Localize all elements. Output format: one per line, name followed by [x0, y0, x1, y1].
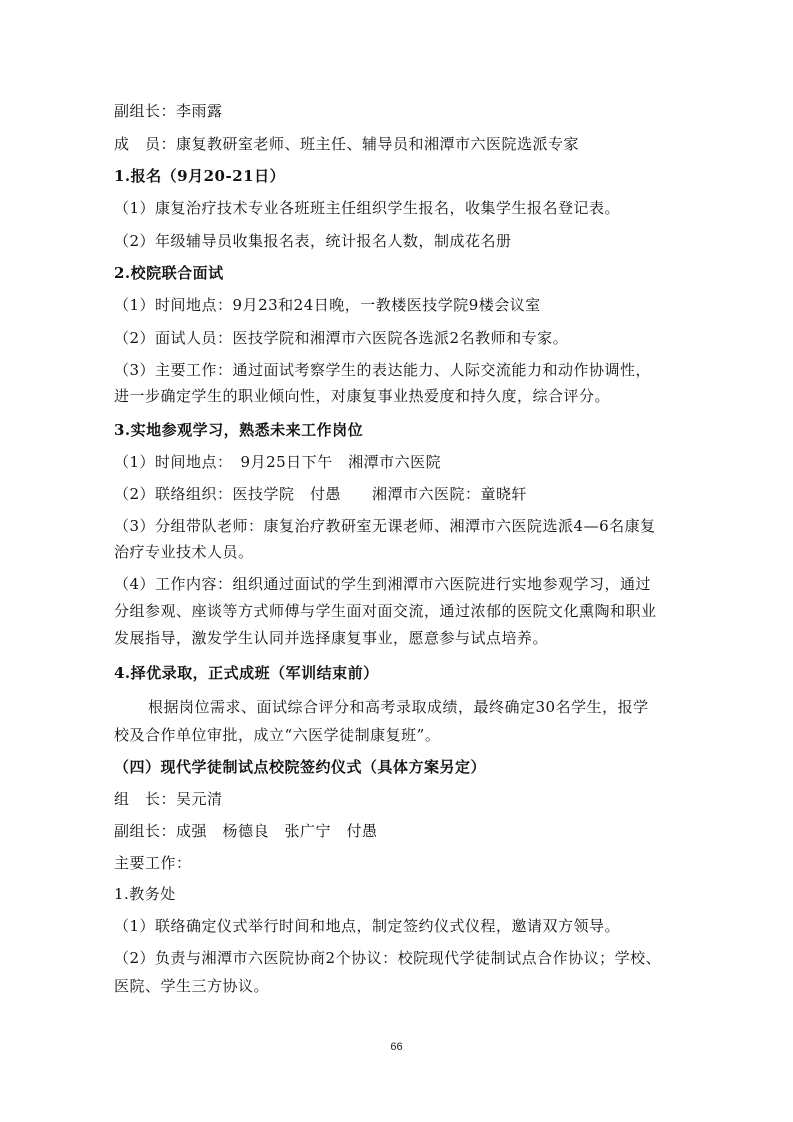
section-heading: 4.择优录取，正式成班（军训结束前）: [114, 664, 379, 682]
text-line: 根据岗位需求、面试综合评分和高考录取成绩，最终确定30名学生，报学: [148, 698, 649, 716]
text-line: 治疗专业技术人员。: [114, 543, 254, 561]
text-line: （4）工作内容：组织通过面试的学生到湘潭市六医院进行实地参观学习，通过: [114, 575, 652, 593]
text-line: 主要工作：: [114, 854, 192, 872]
text-line: （2）联络组织：医技学院 付愚 湘潭市六医院：童晓轩: [114, 485, 528, 503]
section-heading: 2.校院联合面试: [114, 264, 224, 282]
section-heading: 3.实地参观学习，熟悉未来工作岗位: [114, 421, 364, 439]
text-line: （1）联络确定仪式举行时间和地点，制定签约仪式仪程，邀请双方领导。: [114, 917, 621, 935]
text-line: （2）负责与湘潭市六医院协商2个协议：校院现代学徒制试点合作协议；学校、: [114, 949, 662, 967]
section-heading: 1.报名（9月20-21日）: [114, 167, 286, 185]
text-line: （3）分组带队老师：康复治疗教研室无课老师、湘潭市六医院选派4—6名康复: [114, 517, 656, 535]
text-line: （3）主要工作：通过面试考察学生的表达能力、人际交流能力和动作协调性，: [114, 361, 652, 379]
text-line: （1）时间地点：9月23和24日晚，一教楼医技学院9楼会议室: [114, 296, 541, 314]
text-line: 副组长：成强 杨德良 张广宁 付愚: [114, 822, 378, 840]
text-line: 进一步确定学生的职业倾向性，对康复事业热爱度和持久度，综合评分。: [114, 387, 611, 405]
text-line: 医院、学生三方协议。: [114, 977, 270, 995]
text-line: 发展指导，激发学生认同并选择康复事业，愿意参与试点培养。: [114, 629, 549, 647]
text-line: （1）康复治疗技术专业各班班主任组织学生报名，收集学生报名登记表。: [114, 199, 621, 217]
text-line: （2）年级辅导员收集报名表，统计报名人数，制成花名册: [114, 232, 512, 250]
text-line: 组 长：吴元清: [114, 790, 223, 808]
text-line: 成 员：康复教研室老师、班主任、辅导员和湘潭市六医院选派专家: [114, 135, 580, 153]
text-line: 分组参观、座谈等方式师傅与学生面对面交流，通过浓郁的医院文化熏陶和职业: [114, 602, 657, 620]
text-line: （2）面试人员：医技学院和湘潭市六医院各选派2名教师和专家。: [114, 329, 569, 347]
text-line: 校及合作单位审批，成立“六医学徒制康复班”。: [114, 726, 441, 744]
page-number: 66: [390, 1041, 403, 1053]
text-line: 副组长：李雨露: [114, 102, 223, 120]
section-heading: （四）现代学徒制试点校院签约仪式（具体方案另定）: [114, 758, 487, 776]
text-line: 1.教务处: [114, 885, 176, 903]
text-line: （1）时间地点： 9月25日下午 湘潭市六医院: [114, 453, 442, 471]
